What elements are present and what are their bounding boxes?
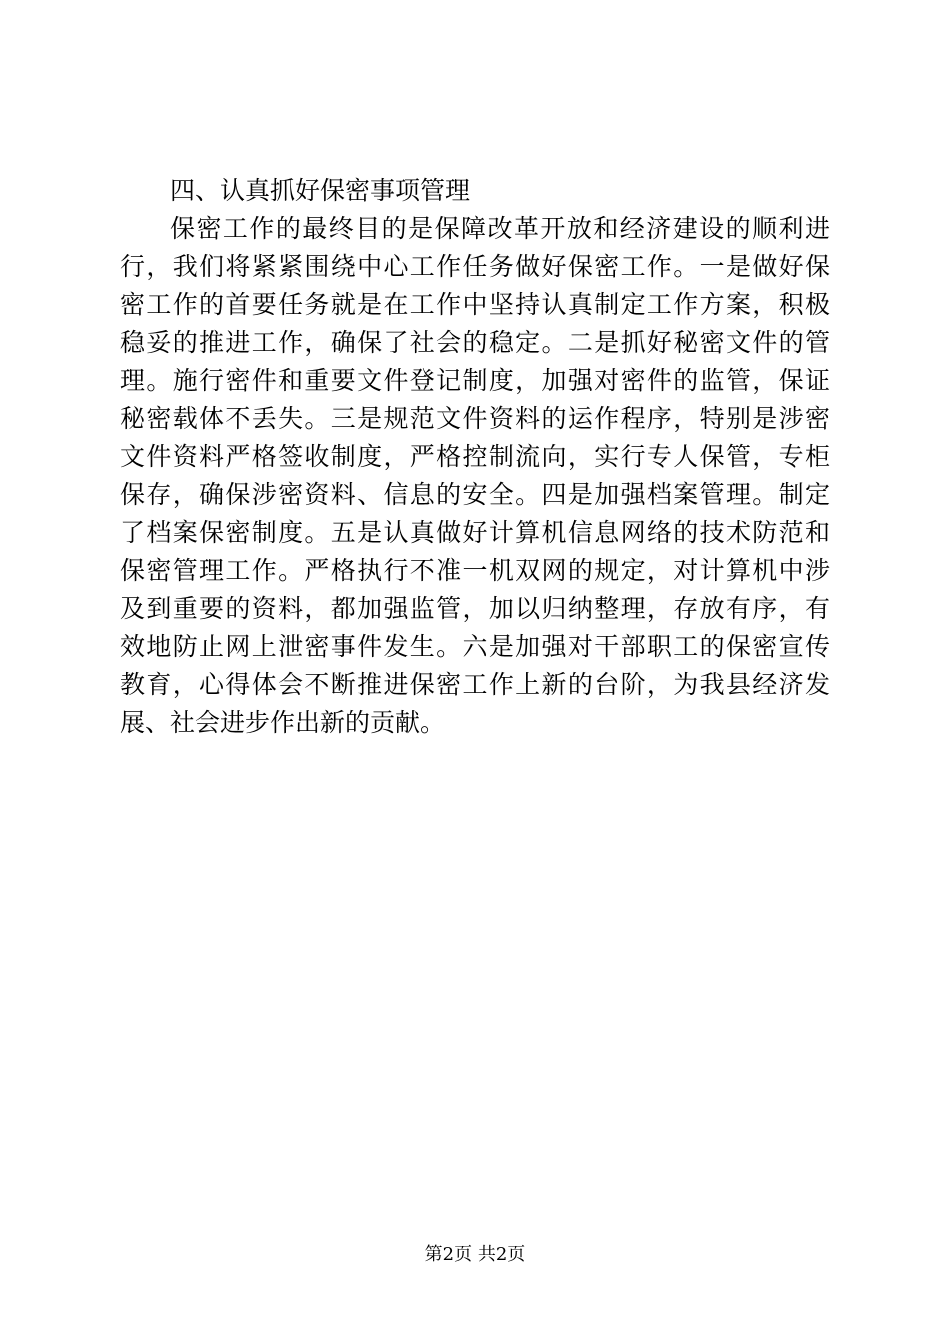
paragraph-line: 保密工作的最终目的是保障改革开放和经济建设的顺利进 (170, 214, 830, 243)
page-footer: 第2页 共2页 (424, 1244, 526, 1265)
paragraph-line: 理。施行密件和重要文件登记制度，加强对密件的监管，保证 (120, 366, 830, 395)
paragraph-line: 密工作的首要任务就是在工作中坚持认真制定工作方案，积极 (120, 290, 830, 319)
section-paragraph (120, 210, 830, 742)
document-body (120, 172, 830, 742)
paragraph-line: 稳妥的推进工作，确保了社会的稳定。二是抓好秘密文件的管 (120, 328, 830, 357)
paragraph-line: 效地防止网上泄密事件发生。六是加强对干部职工的保密宣传 (120, 632, 830, 661)
paragraph-line: 行，我们将紧紧围绕中心工作任务做好保密工作。一是做好保 (120, 252, 830, 281)
paragraph-line: 保存，确保涉密资料、信息的安全。四是加强档案管理。制定 (120, 480, 830, 509)
paragraph-line: 了档案保密制度。五是认真做好计算机信息网络的技术防范和 (120, 518, 830, 547)
paragraph-line: 文件资料严格签收制度，严格控制流向，实行专人保管，专柜 (120, 442, 830, 471)
paragraph-line: 保密管理工作。严格执行不准一机双网的规定，对计算机中涉 (120, 556, 830, 585)
paragraph-line: 教育，心得体会不断推进保密工作上新的台阶，为我县经济发 (120, 670, 830, 699)
paragraph-line: 秘密载体不丢失。三是规范文件资料的运作程序，特别是涉密 (120, 404, 830, 433)
paragraph-line: 及到重要的资料，都加强监管，加以归纳整理，存放有序，有 (120, 594, 830, 623)
section-heading: 四、认真抓好保密事项管理 (170, 176, 471, 205)
paragraph-line: 展、社会进步作出新的贡献。 (120, 708, 446, 737)
